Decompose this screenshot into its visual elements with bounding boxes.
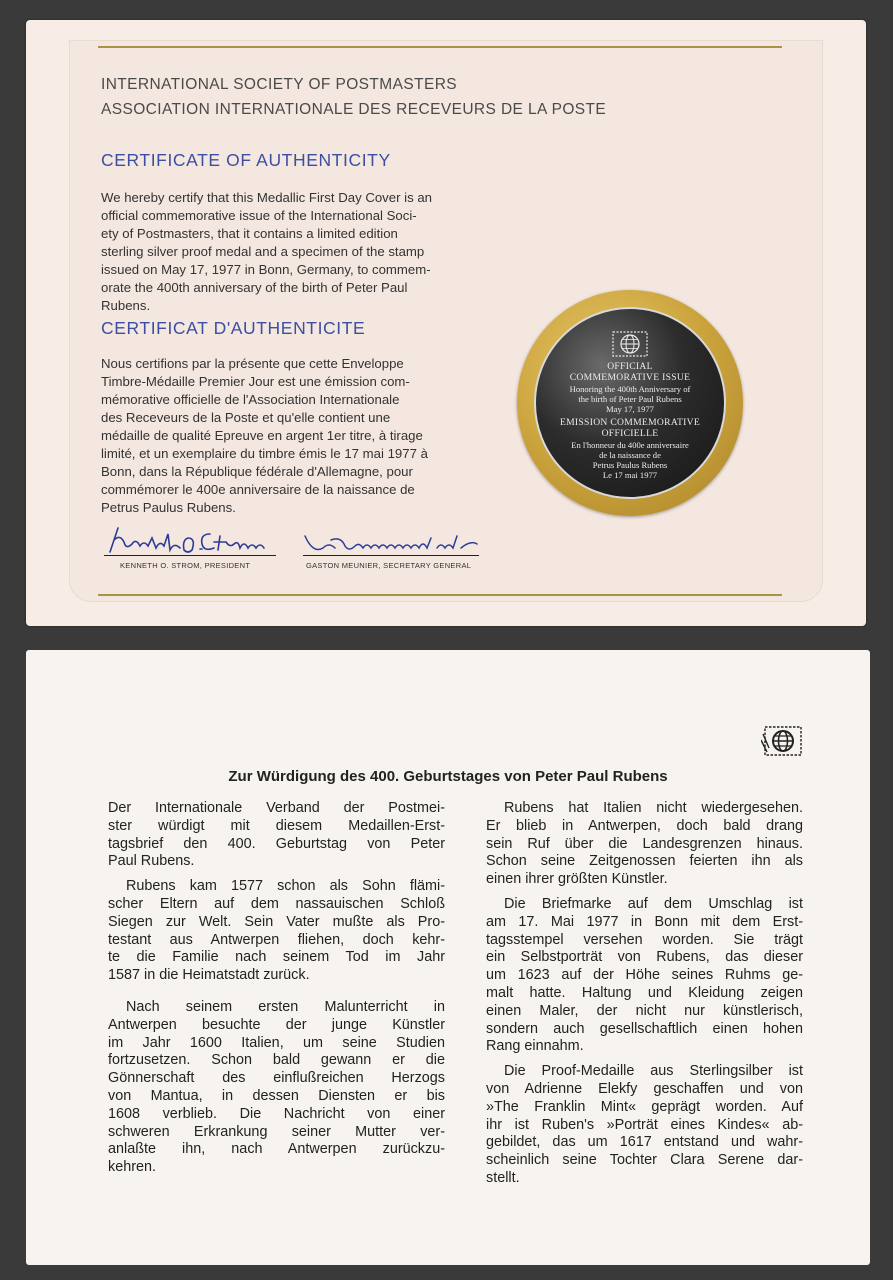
organization-name-french: ASSOCIATION INTERNATIONALE DES RECEVEURS DE LA POSTE <box>101 101 607 118</box>
text-line: We hereby certify that this Medallic First Day Cover is an <box>101 190 433 205</box>
signature-line-president <box>104 555 276 556</box>
silver-proof-medal <box>534 307 726 499</box>
text-line: tagsstempel versehen worden. Sie trägt <box>486 931 803 948</box>
president-name: KENNETH O. STROM, PRESIDENT <box>120 561 251 570</box>
text-line: limité, et un exemplaire du timbre émis le 17 mai 1977 à <box>101 446 428 461</box>
text-line: ety of Postmasters, that it contains a limited edition <box>101 226 398 241</box>
secretary-general-name: GASTON MEUNIER, SECRETARY GENERAL <box>306 561 472 570</box>
text-line: Rang einnahm. <box>486 1038 584 1055</box>
paragraph <box>486 1063 803 1188</box>
text-line: anlaßte ihn, nach Antwerpen zurückzu- <box>108 1141 445 1158</box>
text-line: des Receveurs de la Poste et qu'elle contient une <box>101 410 391 425</box>
text-line: Bonn, dans la République fédérale d'Allemagne, pour <box>101 464 413 479</box>
paragraph <box>486 800 803 889</box>
text-line: 1587 in die Heimatstadt zurück. <box>108 967 310 984</box>
text-line: Rubens kam 1577 schon als Sohn flämi- <box>126 878 445 895</box>
medal-text-line: Petrus Paulus Rubens <box>592 460 668 470</box>
medal-text-line: Le 17 mai 1977 <box>602 470 658 480</box>
text-line: tagsbrief den 400. Geburtstag von Peter <box>108 835 445 852</box>
text-line: fortzusetzen. Schon bald gewann er die <box>108 1052 445 1069</box>
text-line: um 1623 auf der Höhe seines Ruhms ge- <box>486 967 803 984</box>
medal-text-line: En l'honneur du 400e anniversaire <box>571 440 689 450</box>
text-line: Nach seinem ersten Malunterricht in <box>126 998 445 1015</box>
text-line: Antwerpen besuchte der junge Künstler <box>108 1016 445 1033</box>
text-line: Rubens hat Italien nicht wiedergesehen. <box>504 800 803 816</box>
text-line: orate the 400th anniversary of the birth of Peter Paul <box>101 280 408 295</box>
paragraph <box>108 878 445 985</box>
paragraph <box>108 999 445 1177</box>
medal-text-line: OFFICIAL <box>607 361 653 372</box>
text-line: te die Familie nach seinem Tod im Jahr <box>108 949 445 966</box>
text-line: Nous certifions par la présente que cette Enveloppe <box>101 356 404 371</box>
text-line: scher Eltern auf dem nassauischen Schloß <box>108 895 445 912</box>
gold-rule-bottom <box>98 594 782 596</box>
text-line: gebildet, das um 1617 entstand und wahr- <box>486 1134 803 1151</box>
certificate-heading-english: CERTIFICATE OF AUTHENTICITY <box>101 150 391 170</box>
text-line: médaille de qualité Epreuve en argent 1er titre, à tirage <box>101 428 423 443</box>
text-line: Schon seine Zeitgenossen feierten ihn als <box>486 853 803 870</box>
medal-text-line: COMMEMORATIVE ISSUE <box>569 372 691 383</box>
text-column-right <box>486 800 803 1195</box>
text-line: schweren Erkrankung seiner Mutter ver- <box>108 1123 445 1140</box>
text-line: Rubens. <box>101 298 151 313</box>
text-line: sterling silver proof medal and a specimen of the stamp <box>101 244 425 259</box>
text-line: Gönnerschaft des einflußreichen Herzogs <box>108 1070 445 1087</box>
text-line: am 17. Mai 1977 in Bonn mit dem Erst- <box>486 913 803 930</box>
text-line: Timbre-Médaille Premier Jour est une émission com- <box>101 374 410 389</box>
text-line: sondern auch gesellschaftlich einen hohen <box>486 1020 803 1037</box>
text-line: commémorer le 400e anniversaire de la naissance de <box>101 482 415 497</box>
certificate-heading-french: CERTIFICAT D'AUTHENTICITE <box>101 318 366 338</box>
text-line: einen ihrer größten Künstler. <box>486 871 668 888</box>
text-line: von Adrienne Elekfy geschaffen und von <box>486 1080 803 1097</box>
text-column-left <box>108 800 445 1184</box>
medal-text-line: EMISSION COMMEMORATIVE <box>559 417 701 428</box>
text-line: ster würdigt mit diesem Medaillen-Erst- <box>108 817 445 834</box>
medal-text-line: OFFICIELLE <box>601 428 659 439</box>
paragraph <box>486 896 803 1056</box>
text-line: scheinlich seine Tochter Clara Serene dar- <box>486 1152 803 1169</box>
text-line: ein Selbstporträt von Rubens, das dieser <box>486 949 803 966</box>
medal-text-line: Honoring the 400th Anniversary of <box>569 384 691 394</box>
text-line: von Mantua, in dessen Diensten er bis <box>108 1087 445 1104</box>
gold-rule-top <box>98 46 782 48</box>
globe-stamp-logo-icon <box>761 726 803 756</box>
text-line: Die Briefmarke auf dem Umschlag ist <box>504 895 803 912</box>
text-line: Der Internationale Verband der Postmei- <box>108 800 445 816</box>
text-line: testant aus Antwerpen fliehen, doch kehr- <box>108 931 445 948</box>
text-line: kehren. <box>108 1159 156 1176</box>
organization-name-english: INTERNATIONAL SOCIETY OF POSTMASTERS <box>101 76 458 93</box>
text-line: einen Maler, der nicht nur künstlerisch, <box>486 1002 803 1019</box>
medal-gold-ring <box>517 290 743 516</box>
medal-text-line: May 17, 1977 <box>606 404 654 414</box>
text-line: sein Ruf über die Landesgrenzen hinaus. <box>486 835 803 852</box>
text-line: 1608 verblieb. Die Nachricht von einer <box>108 1105 445 1122</box>
text-line: issued on May 17, 1977 in Bonn, Germany, to commem- <box>101 262 431 277</box>
text-line: Petrus Paulus Rubens. <box>101 500 236 515</box>
text-line: Paul Rubens. <box>108 853 195 870</box>
signature-strom-icon <box>104 520 276 560</box>
text-line: ihr ist Ruben's »Porträt eines Kindes« ab- <box>486 1116 803 1133</box>
signature-line-secretary <box>303 555 479 556</box>
text-line: Die Proof-Medaille aus Sterlingsilber ist <box>504 1063 803 1080</box>
text-line: Siegen zur Welt. Sein Vater mußte als Pro- <box>108 913 445 930</box>
text-line: stellt. <box>486 1169 520 1186</box>
globe-stamp-logo-icon <box>612 331 648 357</box>
insert-title: Zur Würdigung des 400. Geburtstages von Peter Paul Rubens <box>228 768 668 785</box>
text-line: mémorative officielle de l'Association Internationale <box>101 392 400 407</box>
text-line: official commemorative issue of the International Soci- <box>101 208 417 223</box>
certificate-cover <box>26 20 866 626</box>
medal-text-line: de la naissance de <box>599 450 661 460</box>
text-line: malt hatte. Haltung und Kleidung zeigen <box>486 984 803 1001</box>
certificate-text-french <box>101 355 473 517</box>
insert-card <box>26 650 870 1265</box>
text-line: im Jahr 1600 Italien, um seine Studien <box>108 1034 445 1051</box>
text-line: »The Franklin Mint« geprägt worden. Auf <box>486 1098 803 1115</box>
paragraph <box>108 800 445 871</box>
certificate-text-english <box>101 189 473 315</box>
medal-text-line: the birth of Peter Paul Rubens <box>578 394 682 404</box>
text-line: Er blieb in Antwerpen, doch bald drang <box>486 817 803 834</box>
